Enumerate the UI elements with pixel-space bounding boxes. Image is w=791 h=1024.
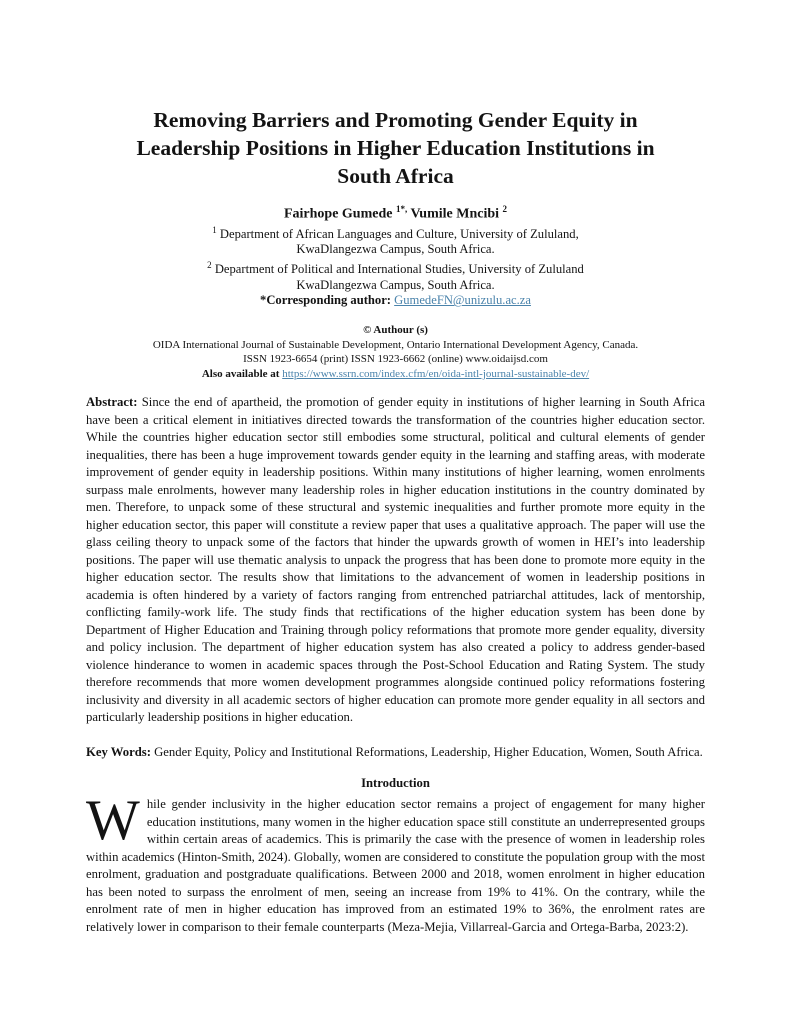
keywords-label: Key Words: bbox=[86, 744, 151, 759]
page-title-line-2: Leadership Positions in Higher Education Institutions in bbox=[136, 136, 655, 160]
abstract-text: Since the end of apartheid, the promotion of gender equity in institutions of higher learning in South Africa have been a critical element in initiatives directed towards the transformation of the countries higher education sector. While the countries higher education sector still embodies some structural, political and cultural elements of gender inequalities, there has been a huge improvement towards gender equity in the learning and staffing areas, with moderate improvement of gender equity in leadership positions. Within many institutions of higher learning, women enrolments surpass male enrolments, however many leadership roles in higher education institutions in the country dominated by men. Therefore, to unpack some of these structural and systemic inequalities and further promote more equity in the higher education sector, this paper will constitute a review paper that uses a qualitative approach. The paper will use the glass ceiling theory to unpack some of the factors that hinder the upwards growth of women in HEI’s into leadership positions. The paper will use thematic analysis to unpack the progress that has been done to promote more equity in the higher education sector. The results show that limitations to the advancement of women in leadership positions in academia is often hindered by a variety of factors ranging from entrenched patriarchal attitudes, lack of mentorship, conflicting family-work life. The study finds that rectifications of the higher education system has been done by Department of Higher Education and Training through policy reformations that promote more gender equality, diversity and policy inclusion. The department of higher education system has also created a policy to address gender-based violence hinderance to women in academic spaces through the Post-School Education and Rating System. The study therefore recommends that more women development programmes alongside continued policy reformations fostering inclusivity and diversity in all academic sectors of higher education can promote more gender equality in all sectors and particularly leadership positions in higher education. bbox=[86, 395, 705, 725]
introduction-paragraph bbox=[86, 789, 705, 936]
abstract-label: Abstract: bbox=[86, 395, 138, 410]
introduction-heading: Introduction bbox=[361, 776, 430, 791]
author-1-superscript: 1*, bbox=[395, 204, 408, 214]
issn-line: ISSN 1923-6654 (print) ISSN 1923-6662 (online) www.oidaijsd.com bbox=[243, 353, 548, 366]
affiliations-block bbox=[86, 223, 705, 309]
journal-line: OIDA International Journal of Sustainable Development, Ontario International Development Agency, Canada. bbox=[152, 338, 639, 351]
affiliation-2-text: Department of Political and International Studies, University of Zululand bbox=[211, 262, 584, 277]
page-title bbox=[86, 106, 705, 190]
corresponding-author-email-link[interactable]: GumedeFN@unizulu.ac.za bbox=[394, 293, 531, 308]
affiliation-1-superscript: 1 bbox=[212, 224, 217, 235]
affiliation-1-line-1 bbox=[86, 223, 705, 243]
keywords-text: Gender Equity, Policy and Institutional Reformations, Leadership, Higher Education, Women, South Africa. bbox=[150, 744, 703, 759]
page-title-line-1: Removing Barriers and Promoting Gender Equity in bbox=[153, 108, 638, 132]
affiliation-2-superscript: 2 bbox=[207, 260, 212, 271]
author-1-name: Fairhope Gumede bbox=[283, 206, 396, 222]
imprint-block bbox=[86, 323, 705, 381]
author-2-superscript: 2 bbox=[502, 204, 508, 214]
page-title-line-3: South Africa bbox=[337, 164, 454, 188]
copyright-line: © Authour (s) bbox=[363, 324, 428, 336]
corresponding-author-line bbox=[86, 293, 705, 309]
affiliation-1-line-2: KwaDlangezwa Campus, South Africa. bbox=[296, 242, 495, 257]
ssrn-link[interactable]: https://www.ssrn.com/index.cfm/en/oida-intl-journal-sustainable-dev/ bbox=[282, 367, 590, 380]
affiliation-2-line-2: KwaDlangezwa Campus, South Africa. bbox=[296, 277, 495, 292]
corresponding-author-label: *Corresponding author: bbox=[260, 293, 395, 308]
availability-label: Also available at bbox=[201, 367, 283, 380]
abstract-paragraph bbox=[86, 394, 705, 727]
availability-line bbox=[86, 367, 705, 382]
affiliation-2-line-1 bbox=[86, 258, 705, 278]
keywords-paragraph bbox=[86, 744, 705, 762]
introduction-text: hile gender inclusivity in the higher education sector remains a project of engagement for many higher education institutions, many women in the higher education space still constitute an underrepresented groups within certain areas of academics. This is primarily the case with the presence of women in leadership roles within academics (Hinton-Smith, 2024). Globally, women are considered to constitute the population group with the most enrolment, graduation and postgraduate qualifications. Between 2000 and 2018, women enrolment in higher education has been noted to surpass the enrolment of men, seeing an increase from 19% to 41%. On the contrary, while the enrolment rate of men in higher education has improved from an estimated 19% to 36%, the enrolment rates are relatively lower in comparison to their female counterparts (Meza-Mejia, Villarreal-Garcia and Ortega-Barba, 2023:2). bbox=[86, 797, 705, 934]
author-2-name: Vumile Mncibi bbox=[407, 206, 503, 222]
authors-line bbox=[86, 204, 705, 223]
affiliation-1-text: Department of African Languages and Culture, University of Zululand, bbox=[216, 226, 579, 241]
drop-cap: W bbox=[86, 789, 140, 853]
